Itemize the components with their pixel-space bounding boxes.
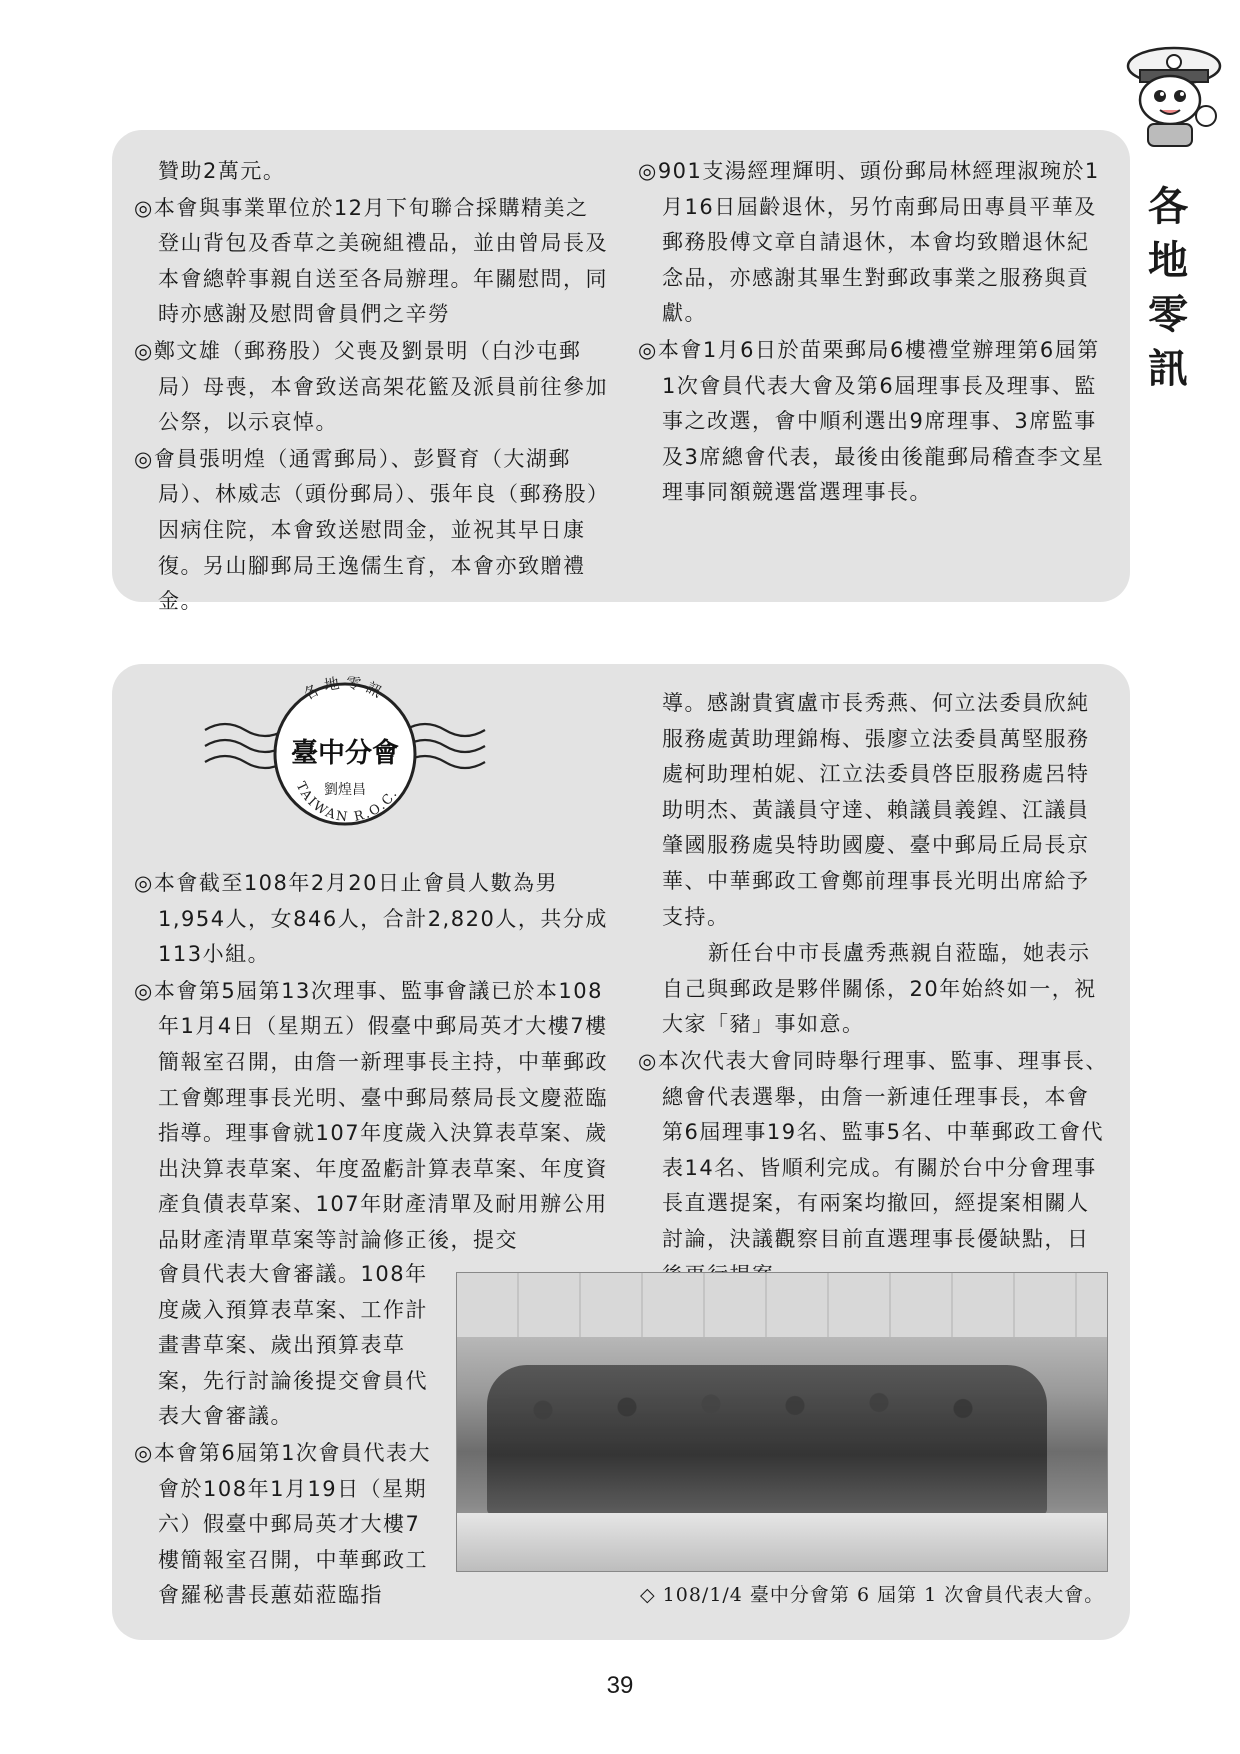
- stamp-top-text: 各地零訊: [300, 673, 390, 704]
- bottom-right-column: [638, 686, 1110, 1294]
- news-item: ◎本會第6屆第1次會員代表大會於108年1月19日（星期六）假臺中郵局英才大樓7樓簡報室召開，中華郵政工會羅秘書長蕙茹蒞臨指: [134, 1440, 432, 1608]
- news-item: ◎會員張明煌（通霄郵局）、彭賢育（大湖郵局）、林威志（頭份郵局）、張年良（郵務股）因病住院，本會致送慰問金，並祝其早日康復。另山腳郵局王逸儒生育，本會亦致贈禮金。: [134, 446, 599, 614]
- paragraph: 新任台中市長盧秀燕親自蒞臨，她表示自己與郵政是夥伴關係，20年始終如一，祝大家「豬」事如意。: [662, 941, 1097, 1037]
- photo-ceiling: [457, 1273, 1107, 1337]
- stamp-bottom-text: TAIWAN R.O.C.: [292, 779, 402, 826]
- paragraph: 導。感謝貴賓盧市長秀燕、何立法委員欣純服務處黃助理錦梅、張廖立法委員萬堅服務處柯助理柏妮、江立法委員啓臣服務處呂特助明杰、黃議員守達、賴議員義鍠、江議員肇國服務處吳特助國慶、臺中郵局丘局長京華、中華郵政工會鄭前理事長光明出席給予支持。: [662, 691, 1090, 929]
- news-item: ◎本會截至108年2月20日止會員人數為男1,954人，女846人，合計2,820人，共分成113小組。: [134, 871, 608, 967]
- paragraph: 贊助2萬元。: [158, 159, 286, 183]
- paragraph: 會員代表大會審議。108年度歲入預算表草案、工作計畫書草案、歲出預算表草案，先行討論後提交會員代表大會審議。: [158, 1262, 428, 1429]
- section-title-vertical: [1138, 180, 1198, 396]
- stamp-author: 劉煌昌: [324, 782, 366, 798]
- stamp-title: 臺中分會: [291, 738, 399, 769]
- news-item: ◎901支湯經理輝明、頭份郵局林經理淑琬於1月16日屆齡退休，另竹南郵局田專員平華及郵務股傅文章自請退休，本會均致贈退休紀念品，亦感謝其畢生對郵政事業之服務與貢獻。: [638, 159, 1100, 326]
- photo-crowd: [487, 1365, 1047, 1515]
- page-number: 39: [606, 1672, 634, 1699]
- group-photo: [456, 1272, 1108, 1572]
- photo-tables: [457, 1513, 1107, 1571]
- photo-caption: ◇ 108/1/4 臺中分會第 6 屆第 1 次會員代表大會。: [640, 1584, 1105, 1606]
- section-title-char: 訊: [1148, 345, 1188, 392]
- mascot-illustration: [1110, 44, 1228, 148]
- bottom-left-narrow-column: [134, 1257, 438, 1615]
- bottom-left-column: [134, 866, 608, 1260]
- news-item: ◎鄭文雄（郵務股）父喪及劉景明（白沙屯郵局）母喪，本會致送高架花籃及派員前往參加公祭，以示哀悼。: [134, 338, 608, 435]
- top-left-column: [134, 154, 608, 621]
- section-title-char: 零: [1148, 291, 1188, 338]
- news-item: ◎本會第5屆第13次理事、監事會議已於本108年1月4日（星期五）假臺中郵局英才大樓7樓簡報室召開，由詹一新理事長主持，中華郵政工會鄭理事長光明、臺中郵局蔡局長文慶蒞臨指導。理事會就107年度歲入決算表草案、歲出決算表草案、年度盈虧計算表草案、年度資產負債表草案、107年財產清單及耐用辦公用品財產清單草案等討論修正後，提交: [134, 978, 608, 1252]
- postmark-stamp: [200, 670, 490, 840]
- news-item: ◎本會1月6日於苗栗郵局6樓禮堂辦理第6屆第1次會員代表大會及第6屆理事長及理事、監事之改選，會中順利選出9席理事、3席監事及3席總會代表，最後由後龍郵局稽查李文星理事同額競選當選理事長。: [638, 337, 1105, 505]
- news-item: ◎本次代表大會同時舉行理事、監事、理事長、總會代表選舉，由詹一新連任理事長，本會第6屆理事19名、監事5名、中華郵政工會代表14名、皆順利完成。有關於台中分會理事長直選提案，有兩案均撤回，經提案相關人討論，決議觀察目前直選理事長優缺點，日: [638, 1048, 1108, 1251]
- top-right-column: [638, 154, 1110, 512]
- news-item: ◎本會與事業單位於12月下旬聯合採購精美之登山背包及香草之美碗組禮品，並由曾局長及本會總幹事親自送至各局辦理。年關慰問，同時亦感謝及慰問會員們之辛勞: [134, 195, 608, 327]
- section-title-char: 各: [1148, 183, 1188, 230]
- section-title-char: 地: [1148, 237, 1188, 284]
